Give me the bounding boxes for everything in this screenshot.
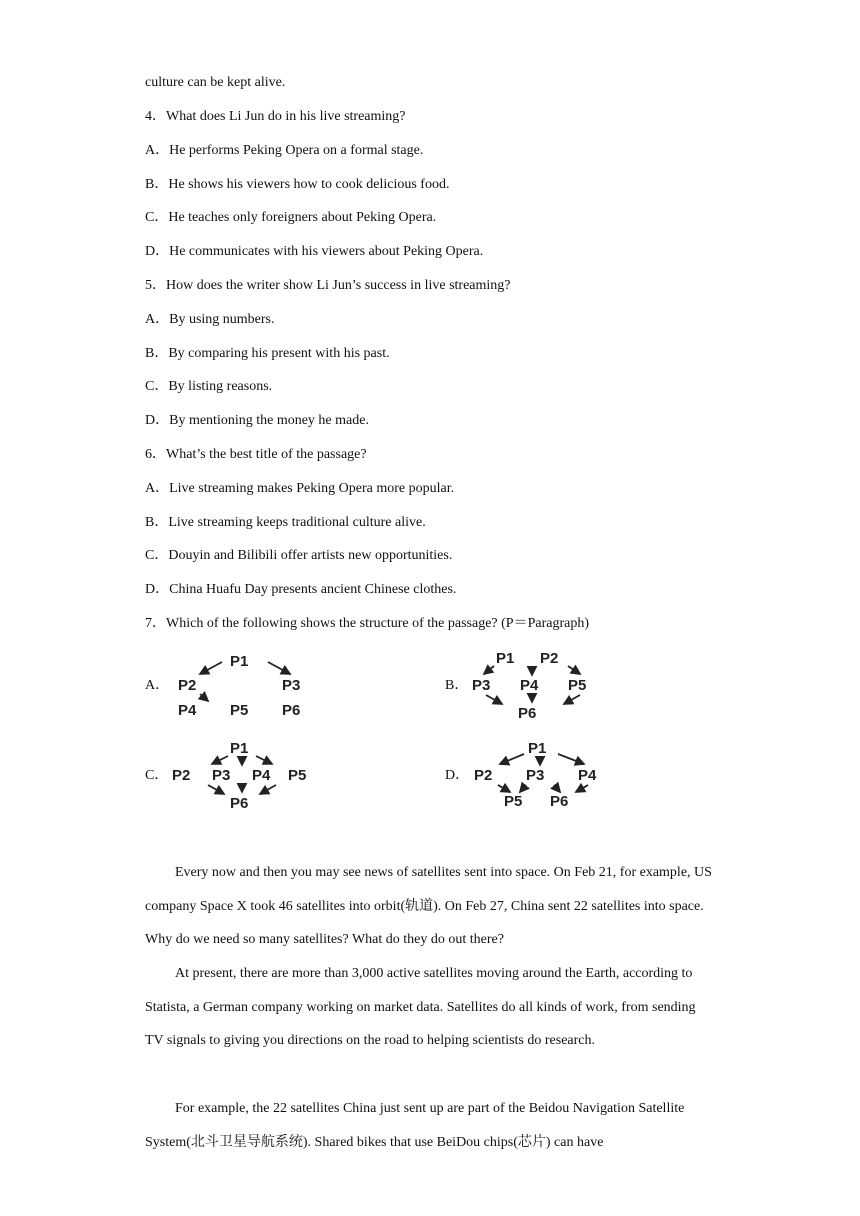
node-p4: P4 [252,767,271,784]
node-p6: P6 [550,793,569,810]
question-5-option-c: C．By listing reasons. [145,379,273,394]
question-5-option-a: A．By using numbers. [145,312,275,327]
node-p3: P3 [282,677,301,694]
question-4-option-a: A．He performs Peking Opera on a formal stage. [145,143,424,158]
question-5-option-d: D．By mentioning the money he made. [145,413,369,428]
structure-diagram-d [470,738,620,813]
passage-paragraph-1-text: Every now and then you may see news of satellites sent into space. On Feb 21, for example, US company Space X took 46 satellites into orbit(轨道). On Feb 27, China sent 22 satellites into space. Why do we need so many satellites? What do they do out there? [145,865,712,948]
node-p1: P1 [230,740,249,757]
structure-diagram-c [170,738,320,813]
node-p4: P4 [578,767,597,784]
question-4-option-d: D．He communicates with his viewers about Peking Opera. [145,244,484,259]
question-6-option-c: C．Douyin and Bilibili offer artists new opportunities. [145,548,453,563]
node-p2: P2 [474,767,493,784]
structure-diagram-a [170,648,330,723]
question-7-option-d-letter: D． [445,768,470,783]
node-p3: P3 [212,767,231,784]
question-5-stem: 5．How does the writer show Li Jun’s success in live streaming? [145,278,511,293]
node-p6: P6 [518,705,537,722]
passage-paragraph-1 [145,856,715,957]
node-p2: P2 [540,650,559,667]
question-4-option-b: B．He shows his viewers how to cook delicious food. [145,177,450,192]
top-fragment: culture can be kept alive. [145,75,286,90]
node-p5: P5 [504,793,523,810]
node-p5: P5 [288,767,307,784]
question-6-option-d: D．China Huafu Day presents ancient Chinese clothes. [145,582,457,597]
question-6-option-a: A．Live streaming makes Peking Opera more popular. [145,481,455,496]
passage-paragraph-3-text: For example, the 22 satellites China just sent up are part of the Beidou Navigation Satellite System(北斗卫星导航系统). Shared bikes that use BeiDou chips(芯片) can have [145,1101,685,1150]
node-p4: P4 [178,702,197,719]
passage-paragraph-2 [145,957,715,1058]
node-p3: P3 [472,677,491,694]
question-4-option-c: C．He teaches only foreigners about Peking Opera. [145,210,437,225]
structure-diagram-b [470,648,620,723]
node-p6: P6 [230,795,249,812]
node-p4: P4 [520,677,539,694]
node-p2: P2 [178,677,197,694]
question-4-stem: 4．What does Li Jun do in his live streaming? [145,109,406,124]
question-6-option-b: B．Live streaming keeps traditional culture alive. [145,515,426,530]
passage-paragraph-3 [145,1092,715,1159]
node-p1: P1 [496,650,515,667]
question-6-stem: 6．What’s the best title of the passage? [145,447,367,462]
node-p5: P5 [230,702,249,719]
question-7-option-c-letter: C． [145,768,169,783]
question-7-stem: 7．Which of the following shows the structure of the passage? (P＝Paragraph) [145,616,589,631]
node-p3: P3 [526,767,545,784]
node-p1: P1 [528,740,547,757]
question-7-option-a-letter: A． [145,678,170,693]
node-p6: P6 [282,702,301,719]
node-p5: P5 [568,677,587,694]
question-5-option-b: B．By comparing his present with his past. [145,346,390,361]
node-p1: P1 [230,653,249,670]
node-p2: P2 [172,767,191,784]
question-7-option-b-letter: B． [445,678,469,693]
passage-paragraph-2-text: At present, there are more than 3,000 active satellites moving around the Earth, according to Statista, a German company working on market data. Satellites do all kinds of work, from sending TV signals to giving you directions on the road to helping scientists do research. [145,966,696,1049]
